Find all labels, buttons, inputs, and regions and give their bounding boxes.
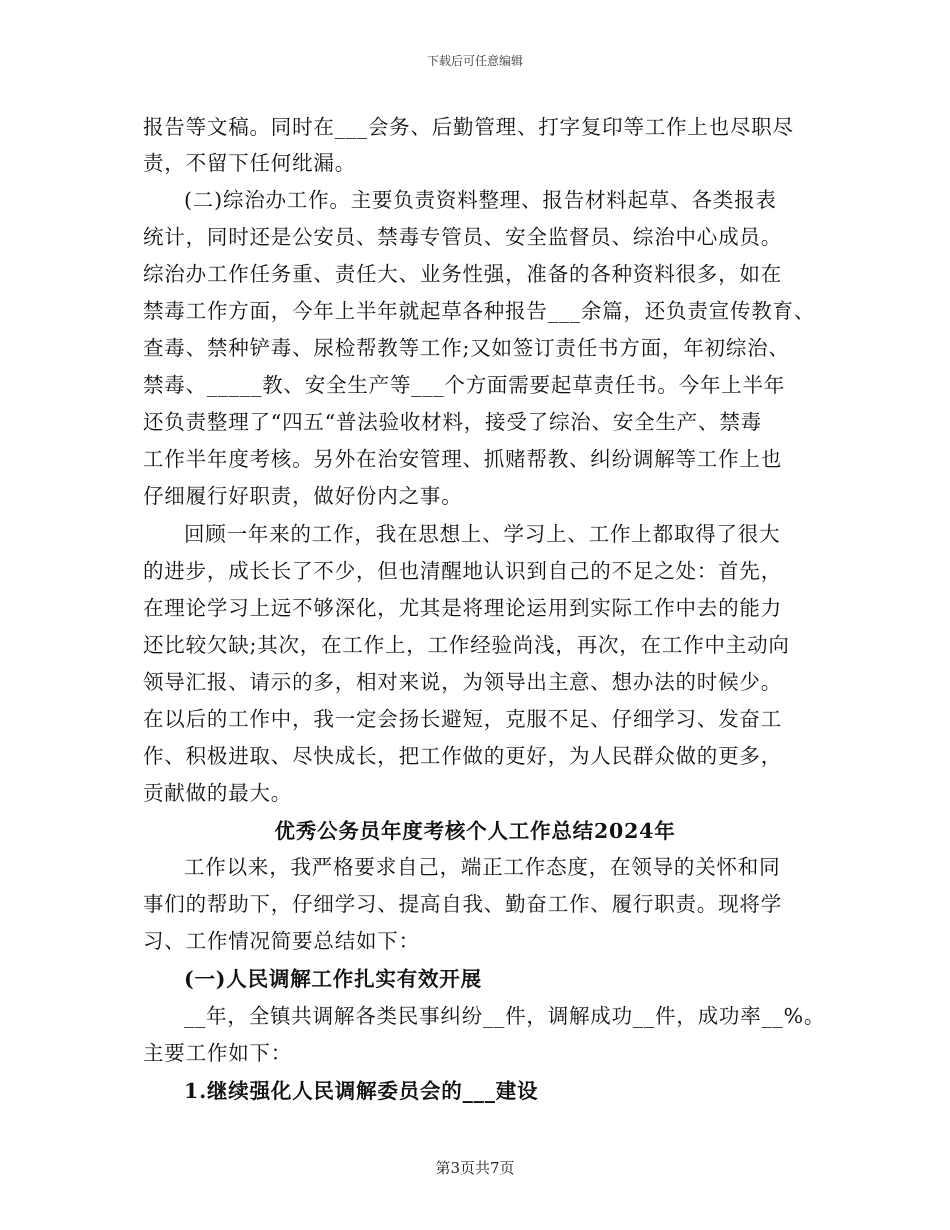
paragraph-line: 在以后的工作中，我一定会扬长避短，克服不足、仔细学习、发奋工 [143, 707, 782, 731]
paragraph-line: 工作半年度考核。另外在治安管理、抓赌帮教、纠纷调解等工作上也 [143, 447, 782, 471]
paragraph-line: 作、积极进取、尽快成长，把工作做的更好，为人民群众做的更多， [143, 744, 782, 768]
paragraph-line: 回顾一年来的工作，我在思想上、学习上、工作上都取得了很大 [184, 522, 781, 546]
paragraph-line: 领导汇报、请示的多，相对来说，为领导出主意、想办法的时候少。 [143, 670, 782, 694]
paragraph-line: 统计，同时还是公安员、禁毒专管员、安全监督员、综治中心成员。 [143, 225, 782, 249]
section-title: 优秀公务员年度考核个人工作总结2024年 [274, 819, 676, 843]
paragraph-line: 报告等文稿。同时在___会务、后勤管理、打字复印等工作上也尽职尽 [143, 115, 794, 139]
paragraph-line: __年，全镇共调解各类民事纠纷__件，调解成功__件，成功率__%。 [184, 1004, 826, 1028]
paragraph-line: 综治办工作任务重、责任大、业务性强，准备的各种资料很多，如在 [143, 262, 782, 286]
paragraph-line: 工作以来，我严格要求自己，端正工作态度，在领导的关怀和同 [184, 855, 781, 879]
paragraph-line: 查毒、禁种铲毒、尿检帮教等工作;又如签订责任书方面，年初综治、 [143, 336, 790, 360]
subheading: (一)人民调解工作扎实有效开展 [184, 967, 482, 991]
paragraph-line: 禁毒、_____教、安全生产等___个方面需要起草责任书。今年上半年 [143, 373, 786, 397]
paragraph-line: (二)综治办工作。主要负责资料整理、报告材料起草、各类报表 [184, 188, 777, 212]
paragraph-line: 责，不留下任何纰漏。 [143, 151, 356, 175]
paragraph-line: 贡献做的最大。 [143, 781, 293, 805]
paragraph-line: 在理论学习上远不够深化，尤其是将理论运用到实际工作中去的能力 [143, 596, 782, 620]
paragraph-line: 仔细履行好职责，做好份内之事。 [143, 484, 463, 508]
paragraph-line: 习、工作情况简要总结如下： [143, 929, 420, 953]
paragraph-line: 主要工作如下： [143, 1041, 293, 1065]
paragraph-line: 还负责整理了“四五“普法验收材料，接受了综治、安全生产、禁毒 [143, 410, 762, 434]
paragraph-line: 的进步，成长长了不少，但也清醒地认识到自己的不足之处：首先， [143, 559, 782, 583]
paragraph-line: 事们的帮助下，仔细学习、提高自我、勤奋工作、履行职责。现将学 [143, 892, 782, 916]
page-footer: 第3页共7页 [435, 1159, 515, 1177]
paragraph-line: 禁毒工作方面，今年上半年就起草各种报告___余篇，还负责宣传教育、 [143, 299, 816, 323]
subheading: 1.继续强化人民调解委员会的___建设 [184, 1079, 539, 1103]
page-header: 下载后可任意编辑 [426, 54, 523, 68]
paragraph-line: 还比较欠缺;其次，在工作上，工作经验尚浅，再次，在工作中主动向 [143, 633, 790, 657]
